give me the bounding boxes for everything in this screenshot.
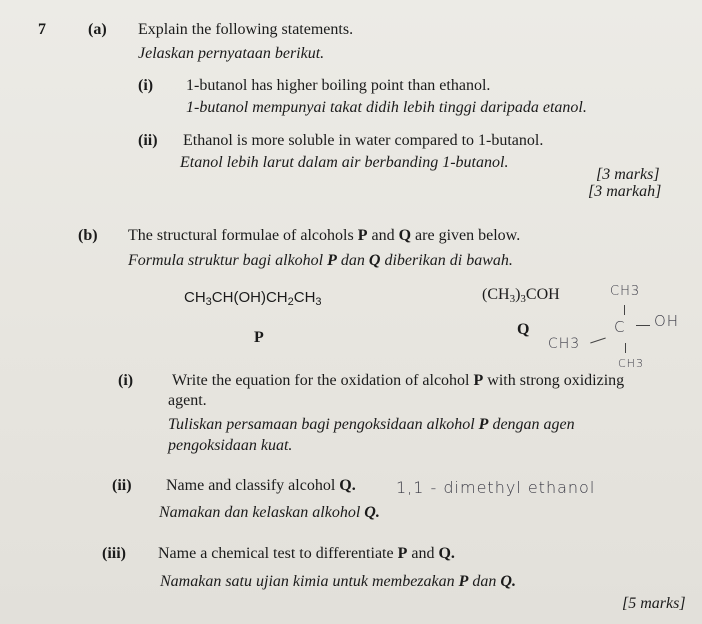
b-i-question-ms-line2: pengoksidaan kuat.: [168, 437, 293, 454]
a-ii-label: (ii): [138, 132, 158, 149]
handwritten-bond-left: [590, 338, 606, 344]
b-iii-question-ms: Namakan satu ujian kimia untuk membezakan P dan Q.: [160, 573, 516, 590]
part-b-intro-en: The structural formulae of alcohols P and Q are given below.: [128, 227, 521, 244]
a-marks-en: [3 marks]: [596, 166, 660, 183]
question-number: 7: [38, 21, 46, 38]
handwritten-bond-right: [636, 325, 650, 326]
formula-p: $CH_3CH(OH)CH_2CH_3$: [184, 289, 322, 308]
part-b-intro-ms: Formula struktur bagi alkohol P dan Q diberikan di bawah.: [128, 252, 513, 269]
b-i-label: (i): [118, 372, 134, 389]
b-ii-question-en: Name and classify alcohol Q.: [166, 477, 356, 494]
handwritten-ch3-bottom: CH3: [618, 357, 644, 370]
a-ii-statement-ms: Etanol lebih larut dalam air berbanding 1-butanol.: [180, 154, 509, 171]
label-p: P: [254, 329, 264, 346]
part-a-instruction-ms: Jelaskan pernyataan berikut.: [138, 45, 325, 62]
handwritten-carbon: C: [614, 318, 626, 336]
part-b-label: (b): [78, 227, 98, 244]
a-ii-statement-en: Ethanol is more soluble in water compared to 1-butanol.: [183, 132, 544, 149]
handwritten-ch3-left: CH3: [548, 336, 581, 352]
b-iii-question-en: Name a chemical test to differentiate P and Q.: [158, 545, 455, 562]
b-marks-en: [5 marks]: [622, 595, 686, 612]
b-iii-label: (iii): [102, 545, 126, 562]
part-a-instruction-en: Explain the following statements.: [138, 21, 354, 38]
formula-q: $(CH_3)_3COH$: [482, 286, 560, 305]
a-i-statement-ms: 1-butanol mempunyai takat didih lebih tinggi daripada etanol.: [186, 99, 587, 116]
handwritten-answer-b-ii: 1,1 - dimethyl ethanol: [396, 478, 596, 497]
handwritten-bond-bottom: [625, 343, 626, 353]
a-i-label: (i): [138, 77, 154, 94]
b-i-question-en-line1: Write the equation for the oxidation of alcohol P with strong oxidizing: [172, 372, 625, 389]
label-q: Q: [517, 321, 530, 338]
handwritten-ch3-top: CH3: [610, 284, 641, 299]
b-ii-label: (ii): [112, 477, 132, 494]
handwritten-bond-top: [624, 305, 625, 315]
b-i-question-ms-line1: Tuliskan persamaan bagi pengoksidaan alkohol P dengan agen: [168, 416, 575, 433]
handwritten-oh: OH: [654, 312, 680, 330]
part-a-label: (a): [88, 21, 107, 38]
b-i-question-en-line2: agent.: [168, 392, 207, 409]
a-i-statement-en: 1-butanol has higher boiling point than ethanol.: [186, 77, 491, 94]
a-marks-ms: [3 markah]: [588, 183, 662, 200]
b-ii-question-ms: Namakan dan kelaskan alkohol Q.: [159, 504, 380, 521]
